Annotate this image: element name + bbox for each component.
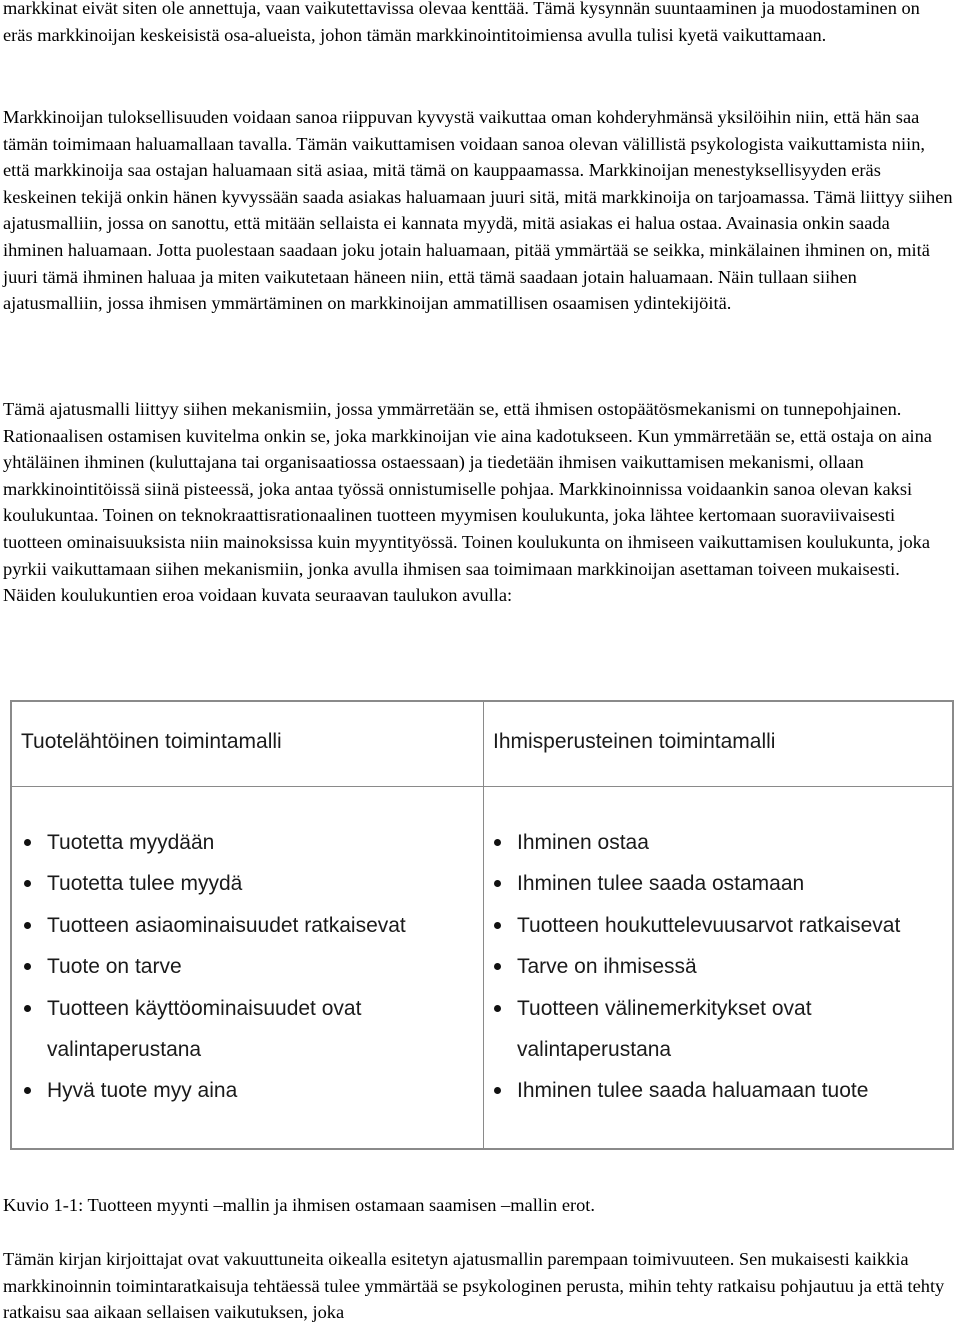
bullet-icon bbox=[494, 1087, 501, 1094]
human-model-heading: Ihmisperusteinen toimintamalli bbox=[493, 730, 776, 753]
list-item: Tarve on ihmisessä bbox=[492, 946, 942, 987]
bullet-icon bbox=[24, 922, 31, 929]
list-item: Tuotetta myydään bbox=[22, 822, 472, 863]
list-item: Tuotteen asiaominaisuudet ratkaisevat bbox=[22, 905, 472, 946]
bullet-icon bbox=[24, 1005, 31, 1012]
paragraph-intro: markkinat eivät siten ole annettuja, vaan vaikutettavissa olevaa kenttää. Tämä kysynnän suuntaaminen ja muodostaminen on eräs markkinoijan keskeisistä osa-alueista, johon tämän markkinointitoimiensa avulla tulisi kyetä vaikuttamaan. bbox=[3, 0, 920, 45]
bullet-icon bbox=[494, 922, 501, 929]
header-divider bbox=[12, 786, 952, 787]
bullet-icon bbox=[24, 839, 31, 846]
bullet-icon bbox=[24, 963, 31, 970]
list-item: Hyvä tuote myy aina bbox=[22, 1070, 472, 1111]
paragraph-marketer-success: Markkinoijan tuloksellisuuden voidaan sanoa riippuvan kyvystä vaikuttaa oman kohderyhmänsä yksilöihin niin, että hän saa tämän toimimaan haluamallaan tavalla. Tämän vaikuttamisen voidaan sanoa olevan välillistä psykologista vaikuttamista niin, että markkinoija saa ostajan haluamaan sitä asiaa, mitä tämä on kauppaamassa. Markkinoijan menestyksellisyyden eräs keskeinen tekijä onkin hänen kyvyssään saada asiakas haluamaan juuri sitä, mitä markkinoija on tarjoamassa. Tämä liittyy siihen ajatusmalliin, jossa on sanottu, että mitään sellaista ei kannata myydä, mitä asiakas ei halua ostaa. Avainasia onkin saada ihminen haluamaan. Jotta puolestaan saadaan joku jotain haluamaan, pitää ymmärtää se seikka, minkälainen ihminen on, mitä juuri tämä ihminen haluaa ja miten vaikutetaan häneen niin, että tämä saadaan jotain haluamaan. Näin tullaan siihen ajatusmalliin, jossa ihmisen ymmärtäminen on markkinoijan ammatillisen osaamisen ydintekijöitä. bbox=[3, 107, 953, 314]
list-item: Tuotteen välinemerkitykset ovat valintaperustana bbox=[492, 988, 887, 1071]
column-divider bbox=[483, 702, 484, 1148]
paragraph-authors-view: Tämän kirjan kirjoittajat ovat vakuuttuneita oikealla esitetyn ajatusmallin parempaan toimivuuteen. Sen mukaisesti kaikkia markkinoinnin toimintaratkaisuja tehtäessä tulee ymmärtää se psykologinen perusta, mihin tehty ratkaisu pohjautuu ja että tehty ratkaisu saa aikaan sellaisen vaikutuksen, joka bbox=[3, 1249, 945, 1323]
bullet-icon bbox=[494, 880, 501, 887]
bullet-icon bbox=[494, 963, 501, 970]
list-item: Ihminen tulee saada haluamaan tuote bbox=[492, 1070, 942, 1111]
human-model-list bbox=[492, 822, 942, 1112]
list-item: Ihminen ostaa bbox=[492, 822, 942, 863]
bullet-icon bbox=[24, 1087, 31, 1094]
list-item: Tuotteen houkuttelevuusarvot ratkaisevat bbox=[492, 905, 942, 946]
bullet-icon bbox=[494, 1005, 501, 1012]
product-model-heading: Tuotelähtöinen toimintamalli bbox=[21, 730, 282, 753]
figure-caption: Kuvio 1-1: Tuotteen myynti –mallin ja ihmisen ostamaan saamisen –mallin erot. bbox=[3, 1195, 596, 1215]
list-item: Tuotetta tulee myydä bbox=[22, 863, 472, 904]
product-model-list bbox=[22, 822, 472, 1112]
list-item: Ihminen tulee saada ostamaan bbox=[492, 863, 942, 904]
comparison-figure bbox=[10, 700, 954, 1150]
bullet-icon bbox=[24, 880, 31, 887]
list-item: Tuotteen käyttöominaisuudet ovat valintaperustana bbox=[22, 988, 407, 1071]
paragraph-two-schools: Tämä ajatusmalli liittyy siihen mekanismiin, jossa ymmärretään se, että ihmisen ostopäätösmekanismi on tunnepohjainen. Rationaalisen ostamisen kuvitelma onkin se, joka markkinoijan vie aina kadotukseen. Kun ymmärretään se, että ostaja on aina yhtäläinen ihminen (kuluttajana tai organisaatiossa ostaessaan) ja tiedetään ihmisen vaikuttamisen mekanismi, ollaan markkinointitöissä siinä pisteessä, joka antaa työssä onnistumiselle pohjaa. Markkinoinnissa voidaankin sanoa olevan kaksi koulukuntaa. Toinen on teknokraattisrationaalinen tuotteen myymisen koulukunta, joka lähtee kertomaan suoraviivaisesti tuotteen ominaisuuksista niin mainoksissa kuin myyntityössä. Toinen koulukunta on ihmiseen vaikuttamisen koulukunta, joka pyrkii vaikuttamaan siihen mekanismiin, jonka avulla ihmisen saa toimimaan markkinoijan asettaman toiveen mukaisesti. Näiden koulukuntien eroa voidaan kuvata seuraavan taulukon avulla: bbox=[3, 399, 932, 606]
list-item: Tuote on tarve bbox=[22, 946, 472, 987]
bullet-icon bbox=[494, 839, 501, 846]
